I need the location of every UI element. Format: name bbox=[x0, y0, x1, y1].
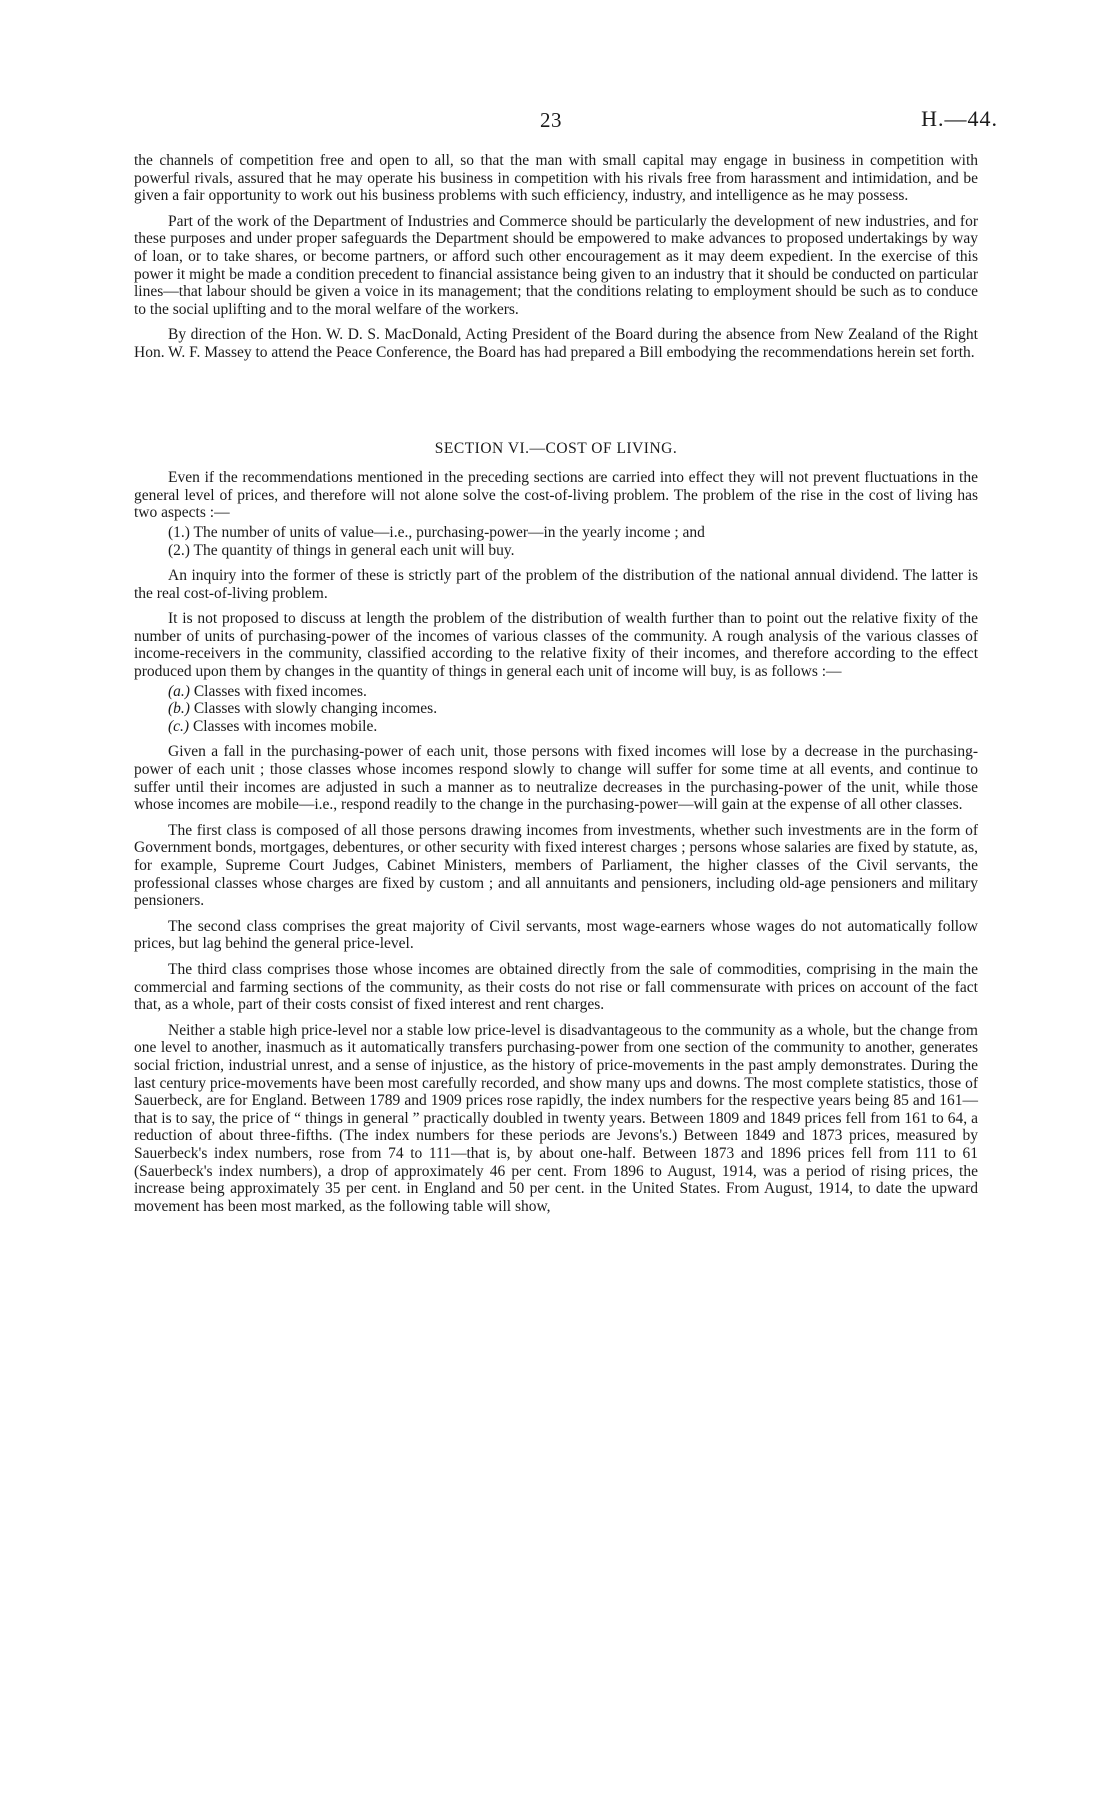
list-item bbox=[134, 683, 978, 701]
paragraph-department-industries: Part of the work of the Department of Industries and Commerce should be particularly the development of new industries, and for these purposes and under proper safeguards the Department should be empowered to make advances to proposed undertakings by way of loan, or to take shares, or become partners, or afford such other encouragement as it may deem expedient. In the exercise of this power it might be made a condition precedent to financial assistance being given to an industry that it should be conducted on particular lines—that labour should be given a voice in its management; that the conditions relating to employment should be such as to conduce to the social uplifting and to the moral welfare of the workers. bbox=[134, 212, 978, 318]
paragraph-second-class: The second class comprises the great majority of Civil servants, most wage-earners whose wages do not automatically follow prices, but lag behind the general price-level. bbox=[134, 917, 978, 953]
paper-reference: H.—44. bbox=[921, 106, 998, 131]
aspects-list bbox=[134, 524, 978, 559]
paragraph-continuation: the channels of competition free and open to all, so that the man with small capital may engage in business in competition with powerful rivals, assured that he may operate his business in competition with his rivals free from harassment and intimidation, and be given a fair opportunity to work out his business problems with such efficiency, industry, and intelligence as he may possess. bbox=[134, 152, 978, 205]
paragraph-fall: Given a fall in the purchasing-power of each unit, those persons with fixed incomes will lose by a decrease in the purchasing-power of each unit ; those classes whose incomes respond slowly to change will suffer for some time at all events, and continue to suffer until their incomes are adjusted in such a manner as to neutralize decreases in the purchasing-power of the unit, while those whose incomes are mobile—i.e., respond readily to the change in the purchasing-power—will gain at the expense of all other classes. bbox=[134, 743, 978, 814]
paragraph-intro: Even if the recommendations mentioned in the preceding sections are carried into effect they will not prevent fluctuations in the general level of prices, and therefore will not alone solve the cost-of-living problem. The problem of the rise in the cost of living has two aspects :— bbox=[134, 469, 978, 522]
list-marker: (b.) bbox=[168, 700, 190, 718]
paragraph-price-movements: Neither a stable high price-level nor a stable low price-level is disadvantageous to the community as a whole, but the change from one level to another, inasmuch as it automatically transfers purchasing-power from one section of the community to another, generates social friction, industrial unrest, and a sense of injustice, as the history of price-movements in the past amply demonstrates. During the last century price-movements have been most carefully recorded, and show many ups and downs. The most complete statistics, those of Sauerbeck, are for England. Between 1789 and 1909 prices rose rapidly, the index numbers for the respective years being 85 and 161—that is to say, the price of “ things in general ” practically doubled in twenty years. Between 1809 and 1849 prices fell from 161 to 64, a reduction of about three-fifths. (The index numbers for these periods are Jevons's.) Between 1849 and 1873 prices, measured by Sauerbeck's index numbers, rose from 74 to 111—that is, by about one-half. Between 1873 and 1896 prices fell from 111 to 61 (Sauerbeck's index numbers), a drop of approximately 46 per cent. From 1896 to August, 1914, was a period of rising prices, the increase being approximately 35 per cent. in England and 50 per cent. in the United States. From August, 1914, to date the upward movement has been most marked, as the following table will show, bbox=[134, 1021, 978, 1215]
list-text: Classes with fixed incomes. bbox=[193, 682, 367, 700]
paragraph-analysis: It is not proposed to discuss at length the problem of the distribution of wealth further than to point out the relative fixity of the number of units of purchasing-power of the incomes of various classes of the community. A rough analysis of the various classes of income-receivers in the community, classified according to the relative fixity of their incomes, and therefore according to the effect produced upon them by changes in the quantity of things in general each unit of income will buy, is as follows :— bbox=[134, 610, 978, 681]
list-item: (2.) The quantity of things in general each unit will buy. bbox=[168, 541, 515, 559]
paragraph-first-class: The first class is composed of all those persons drawing incomes from investments, whether such investments are in the form of Government bonds, mortgages, debentures, or other security with fixed interest charges ; persons whose salaries are fixed by statute, as, for example, Supreme Court Judges, Cabinet Ministers, members of Parliament, the higher classes of the Civil servants, the professional classes whose charges are fixed by custom ; and all annuitants and pensioners, including old-age pensioners and military pensioners. bbox=[134, 821, 978, 910]
list-item: (1.) The number of units of value—i.e., purchasing-power—in the yearly income ; and bbox=[168, 523, 705, 541]
list-marker: (a.) bbox=[168, 682, 190, 700]
section-heading: SECTION VI.—COST OF LIVING. bbox=[434, 439, 678, 457]
list-item bbox=[134, 700, 978, 718]
page-number: 23 bbox=[540, 108, 562, 132]
paragraph-direction-bill: By direction of the Hon. W. D. S. MacDonald, Acting President of the Board during the absence from New Zealand of the Right Hon. W. F. Massey to attend the Peace Conference, the Board has had prepared a Bill embodying the recommendations herein set forth. bbox=[134, 326, 978, 361]
list-text: Classes with slowly changing incomes. bbox=[193, 700, 438, 718]
classes-list bbox=[134, 683, 978, 736]
list-text: Classes with incomes mobile. bbox=[192, 717, 378, 735]
page-body bbox=[134, 152, 978, 1223]
paragraph-third-class: The third class comprises those whose incomes are obtained directly from the sale of commodities, comprising in the main the commercial and farming sections of the community, as their costs do not rise or fall commensurate with prices on account of the fact that, as a whole, part of their costs consist of fixed interest and rent charges. bbox=[134, 960, 978, 1014]
paragraph-inquiry: An inquiry into the former of these is strictly part of the problem of the distribution of the national annual dividend. The latter is the real cost-of-living problem. bbox=[134, 567, 978, 602]
list-item bbox=[134, 718, 978, 736]
list-marker: (c.) bbox=[168, 717, 190, 735]
